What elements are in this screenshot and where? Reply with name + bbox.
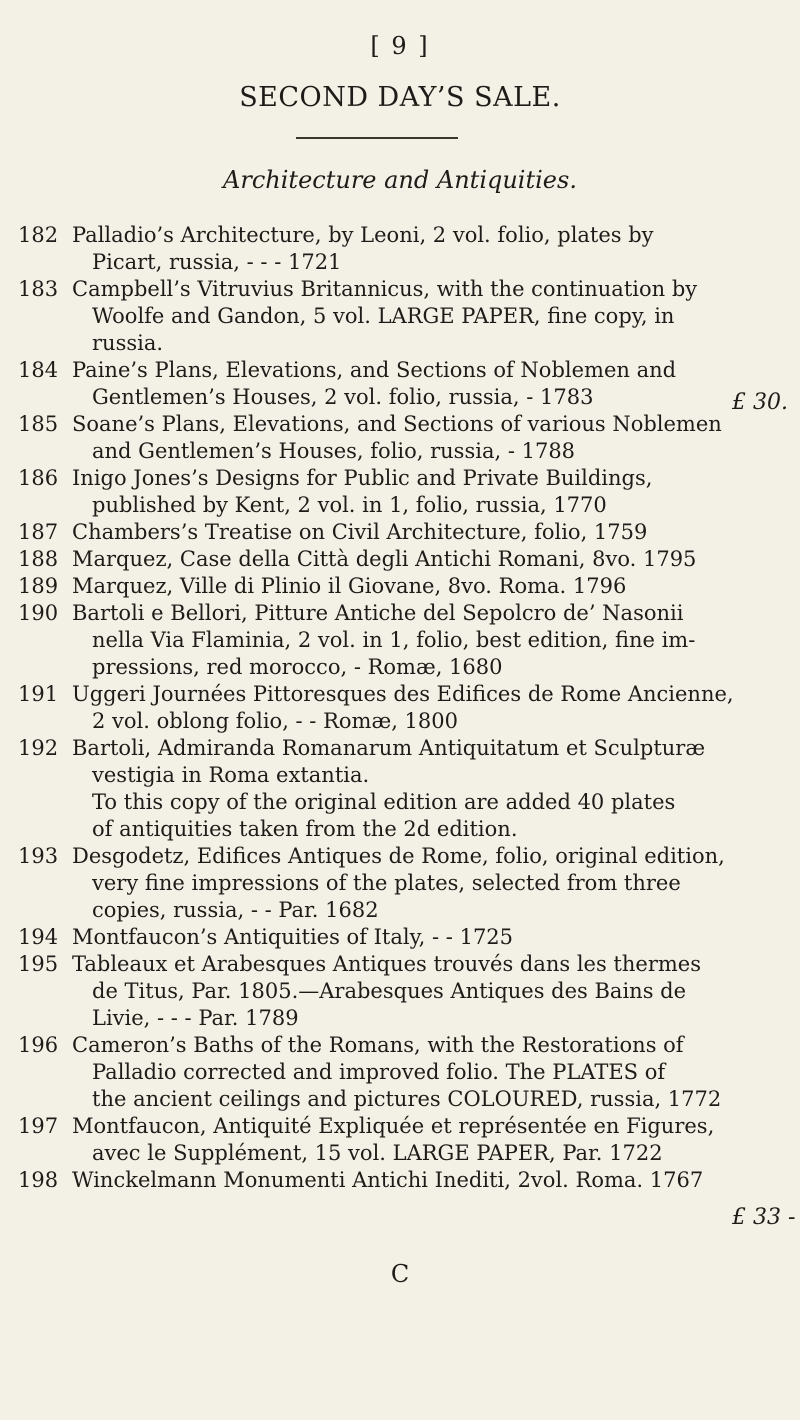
description-line: Livie, - - - Par. 1789: [92, 1006, 299, 1030]
description-line: Cameron’s Baths of the Romans, with the Restorations of: [72, 1033, 684, 1057]
lot-entry: [0, 924, 800, 951]
description-line: Winckelmann Monumenti Antichi Inediti, 2vol. Roma. 1767: [72, 1168, 704, 1192]
lot-entry: [0, 843, 800, 924]
lot-entry: [0, 357, 800, 411]
section-subheading: Architecture and Antiquities.: [223, 166, 577, 194]
description-line: Marquez, Case della Città degli Antichi Romani, 8vo. 1795: [72, 547, 697, 571]
lot-number: 196: [18, 1033, 59, 1057]
description-line: Montfaucon, Antiquité Expliquée et représentée en Figures,: [72, 1114, 715, 1138]
lot-description: [72, 276, 720, 357]
lot-number: 184: [18, 358, 59, 382]
lot-description: [72, 924, 720, 951]
lot-number: 195: [18, 952, 59, 976]
lot-entry: [0, 411, 800, 465]
lot-description: [72, 222, 720, 276]
lot-number: 187: [18, 520, 59, 544]
description-line: vestigia in Roma extantia.: [92, 763, 370, 787]
lot-entry: [0, 519, 800, 546]
lot-description: [72, 951, 720, 1032]
description-line: avec le Supplément, 15 vol. LARGE PAPER, Par. 1722: [92, 1141, 663, 1165]
lot-number: 192: [18, 736, 59, 760]
description-line: Palladio’s Architecture, by Leoni, 2 vol. folio, plates by: [72, 223, 654, 247]
description-line: Marquez, Ville di Plinio il Giovane, 8vo. Roma. 1796: [72, 574, 627, 598]
lot-description: [72, 600, 720, 681]
lot-entry: [0, 735, 800, 843]
lot-entry: [0, 465, 800, 519]
description-line: Bartoli, Admiranda Romanarum Antiquitatum et Sculpturæ: [72, 736, 706, 760]
description-line: published by Kent, 2 vol. in 1, folio, russia, 1770: [92, 493, 607, 517]
lot-description: [72, 843, 725, 924]
page-number: [ 9 ]: [370, 32, 430, 60]
description-line: Bartoli e Bellori, Pitture Antiche del Sepolcro de’ Nasonii: [72, 601, 684, 625]
description-line: Soane’s Plans, Elevations, and Sections of various Noblemen: [72, 412, 722, 436]
description-line: Tableaux et Arabesques Antiques trouvés dans les thermes: [72, 952, 701, 976]
lot-entry: [0, 276, 800, 357]
lot-number: 189: [18, 574, 59, 598]
lot-description: [72, 1167, 720, 1194]
lot-description: [72, 411, 720, 465]
lot-entry: [0, 951, 800, 1032]
lot-description: [72, 465, 720, 519]
handwritten-price-183: £ 30.: [732, 390, 788, 415]
lot-entry: [0, 1032, 800, 1113]
lot-entry: [0, 546, 800, 573]
lot-description: [72, 1032, 720, 1113]
description-line: Uggeri Journées Pittoresques des Edifices de Rome Ancienne,: [72, 682, 734, 706]
description-line: Campbell’s Vitruvius Britannicus, with the continuation by: [72, 277, 698, 301]
description-line: To this copy of the original edition are added 40 plates: [92, 790, 676, 814]
handwritten-price-197: £ 33 -: [732, 1205, 796, 1230]
lot-number: 197: [18, 1114, 59, 1138]
lot-entry: [0, 1113, 800, 1167]
sale-heading: SECOND DAY’S SALE.: [239, 82, 561, 113]
description-line: russia.: [92, 331, 164, 355]
description-line: Picart, russia, - - - 1721: [92, 250, 342, 274]
lot-number: 185: [18, 412, 59, 436]
lot-list: [0, 222, 800, 1194]
description-line: and Gentlemen’s Houses, folio, russia, - 1788: [92, 439, 576, 463]
description-line: copies, russia, - - Par. 1682: [92, 898, 379, 922]
lot-number: 186: [18, 466, 59, 490]
description-line: pressions, red morocco, - Romæ, 1680: [92, 655, 503, 679]
description-line: of antiquities taken from the 2d edition.: [92, 817, 518, 841]
lot-entry: [0, 681, 800, 735]
heading-rule: [296, 137, 458, 139]
lot-number: 191: [18, 682, 59, 706]
lot-description: [72, 1113, 720, 1167]
description-line: Woolfe and Gandon, 5 vol. LARGE PAPER, fine copy, in: [92, 304, 675, 328]
description-line: Chambers’s Treatise on Civil Architecture, folio, 1759: [72, 520, 648, 544]
lot-number: 194: [18, 925, 59, 949]
description-line: de Titus, Par. 1805.—Arabesques Antiques des Bains de: [92, 979, 687, 1003]
signature-mark: C: [390, 1260, 410, 1288]
lot-description: [72, 519, 720, 546]
lot-entry: [0, 1167, 800, 1194]
lot-entry: [0, 222, 800, 276]
lot-number: 183: [18, 277, 59, 301]
description-line: Inigo Jones’s Designs for Public and Private Buildings,: [72, 466, 653, 490]
description-line: very fine impressions of the plates, selected from three: [92, 871, 681, 895]
description-line: Desgodetz, Edifices Antiques de Rome, folio, original edition,: [72, 844, 725, 868]
lot-number: 190: [18, 601, 59, 625]
description-line: Palladio corrected and improved folio. The PLATES of: [92, 1060, 666, 1084]
description-line: Paine’s Plans, Elevations, and Sections of Noblemen and: [72, 358, 677, 382]
description-line: nella Via Flaminia, 2 vol. in 1, folio, best edition, fine im-: [92, 628, 696, 652]
lot-description: [72, 546, 720, 573]
lot-description: [72, 735, 720, 843]
lot-entry: [0, 600, 800, 681]
description-line: the ancient ceilings and pictures COLOURED, russia, 1772: [92, 1087, 722, 1111]
lot-number: 198: [18, 1168, 59, 1192]
description-line: Gentlemen’s Houses, 2 vol. folio, russia, - 1783: [92, 385, 594, 409]
lot-number: 188: [18, 547, 59, 571]
lot-description: [72, 573, 720, 600]
description-line: Montfaucon’s Antiquities of Italy, - - 1725: [72, 925, 514, 949]
lot-description: [72, 357, 720, 411]
description-line: 2 vol. oblong folio, - - Romæ, 1800: [92, 709, 458, 733]
lot-number: 182: [18, 223, 59, 247]
lot-entry: [0, 573, 800, 600]
lot-number: 193: [18, 844, 59, 868]
lot-description: [72, 681, 734, 735]
